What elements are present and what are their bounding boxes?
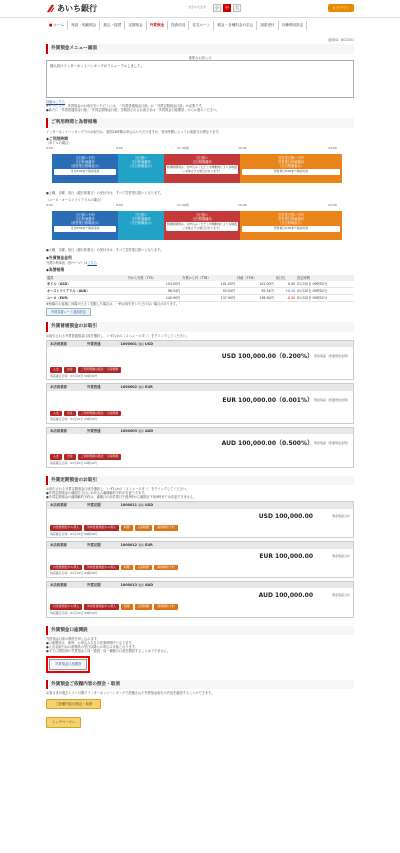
site-header [0,0,400,18]
usd-tick-4: 24:00 [328,146,337,151]
logout-button[interactable]: ログアウト [328,4,354,12]
eur-block-1: 当日扱い予約 当日仲値適用 （前営業日相場表示） 当日9:00まで取消可能 [52,211,118,240]
nav-home[interactable]: ■ホーム [46,21,68,30]
time-account-aud: 本店営業部 外貨定期 1000013 通貨 AUD AUD 100,000.00 預金残高合計 円普通預金から預入 外貨普通預金から預入 明細 定期明細 満期解約予約 残高確定日時：01月20日 09時30分 [46,581,354,618]
usd-block-4: 翌営業日扱い予約 翌営業日仲値適用 （当日相場表示） 翌営業日9:00まで取消可能 [240,154,342,183]
rate-note: ※相場のお客様に何場が大きく変動した場合は、一時お取引をいただけない場合があります。 [46,301,180,306]
nav-time-deposit[interactable]: 定期預金 [125,21,146,30]
eur-tick-0: 0:00 [46,203,53,208]
menu-note-1: ※サービスで、外貨預金のお取引をいただくには、「外貨普通預金口座」が「外貨定期預金口座」が必要です。 [46,103,205,108]
deposit-button[interactable]: 入金 [50,367,62,373]
fx-title: ◆為替相場 [46,267,65,273]
nav-foreign-deposit[interactable]: 外貨預金 [147,21,168,30]
font-size-large-button[interactable]: 大 [235,5,239,10]
usd-tick-1: 9:00 [116,146,123,151]
maturity-cancel-button[interactable]: 満期解約予約 [154,525,177,531]
statement-button[interactable]: 明細 [121,604,133,610]
eur-tick-2: 11:30頃 [177,203,189,208]
holiday-note-usd: ●土曜、日曜、祝日（銀行休業日）の受付分は、すべて翌営業日扱いとなります。 [46,191,164,196]
font-size-label: 文字の大きさ [188,5,207,9]
deposit-from-foreign-button[interactable]: 外貨普通預金から預入 [84,604,119,610]
fx-rate-header: 通貨 円から外貨（TTS） 外貨から円（TTB） 仲値（TTM） 前日比 設定時間 [46,275,354,281]
top-page-button[interactable]: トップページへ [46,717,81,727]
notice-text: 個人向けインターネットバンキングがリニューアルしました。 [50,63,145,68]
notice-heading: 重要なお知らせ [188,55,212,60]
ordinary-title: 外貨普通預金のお取引 [46,322,354,332]
table-row: ユーロ（EUR） 140.90円 137.90円 138.90円 -0.20 01月20日 09時52分 [46,294,354,301]
inquiry-title: 外貨預金ご依頼内容の照会・取消 [46,680,354,690]
statement-button[interactable]: 明細 [121,565,133,571]
time-detail-button[interactable]: 定期明細 [135,525,153,531]
nav-settings[interactable]: 各種利用設定 [279,21,308,30]
home-icon: ■ [49,23,53,27]
deposit-from-yen-button[interactable]: 円普通預金から預入 [50,525,82,531]
menu-note-2: ●新たに「外貨普通預金口座」「外貨定期預金口座」を開設されるお客さまは「外貨預金口座開設」からお進みください。 [46,107,220,112]
deposit-from-foreign-button[interactable]: 外貨普通預金から預入 [84,565,119,571]
notice-box [46,60,354,98]
usd-block-1: 当日扱い予約 当日仲値適用 （前営業日相場表示） 当日9:00まで取消可能 [52,154,118,183]
inquiry-button[interactable]: ご依頼内容の照会・取消 [46,699,101,709]
table-row: 米ドル（USD） 103.00円 101.00円 102.00円 0.00 01月20日 09時52分 [46,281,354,288]
rates-link[interactable]: こちら [87,261,97,266]
maturity-cancel-button[interactable]: 満期解約予約 [154,565,177,571]
balance-amount: USD 100,000.00（0.200%） [221,353,313,360]
nav-balance[interactable]: 残高・明細照会 [68,21,100,30]
withdraw-button[interactable]: 出金 [64,411,76,417]
history-button[interactable]: ご利用明細の照会・口座明細 [78,367,122,373]
withdraw-button[interactable]: 出金 [64,367,76,373]
usd-tick-0: 0:00 [46,146,53,151]
eur-block-2: 当日扱い 当日仲値適用 （当日相場表示） [118,211,164,240]
eur-label: （ユーロ・オーストラリアドルの場合） [46,198,104,203]
hours-desc: インターネットバンキングでのお取引は、原則24時間お申込みいただけますが、受付時間によってお取扱日が異なります。 [46,129,222,134]
rates-sub: 外貨の利率表（別ページ）は [46,261,88,266]
hours-subtitle: ◆ご利用時間 [46,135,68,141]
screen-id: 画面ID：BGC001 [328,38,354,42]
history-button[interactable]: ご利用明細の照会・口座明細 [78,411,122,417]
inquiry-desc: お客さまが過去１２ヶ月間でインターネットバンキングで依頼された外貨預金取引の内容を確認することができます。 [46,691,215,696]
nav-notifications[interactable]: 諸届受付 [257,21,278,30]
main-content [46,44,354,728]
fx-rate-table [46,275,354,302]
font-size-medium-button[interactable]: 中 [225,5,229,10]
eur-tick-3: 15:00 [238,203,247,208]
eur-block-4: 翌営業日扱い予約 翌営業日仲値適用 （当日相場表示） 翌営業日9:00まで取消可能 [240,211,342,240]
maturity-cancel-button[interactable]: 満期解約予約 [154,604,177,610]
detail-link[interactable]: 詳細はこちら [46,99,66,104]
open-account-button[interactable]: 外貨預金口座開設 [49,659,87,669]
eur-block-3: 当日扱い 当日相場適用 相場時間帯は、お申込み（ただし市場動向によりお取扱いを休止する場合があります） [164,211,240,240]
open-line-4: ●すでに開設済の外貨預金と同一通貨・同一種類の口座を開設することはできません。 [46,649,171,654]
open-account-highlight [46,656,90,672]
holiday-note-eur: ●土曜、日曜、祝日（銀行休業日）の受付分は、すべて翌営業日扱いとなります。 [46,248,164,253]
eur-tick-4: 24:00 [328,203,337,208]
menu-title: 外貨預金メニュー画面 [46,44,354,54]
time-deposit-desc: お取引される外貨定期預金口座を選択し、いずれかの［メニューボタン］をクリックしてください。 [46,487,190,492]
open-title: 外貨預金口座開設 [46,626,354,636]
balance-amount: USD 100,000.00 [258,512,313,520]
usd-block-3: 当日扱い 当日相場適用 相場時間帯は、お申込み（ただし市場動向によりお取扱いを休止する場合があります） [164,154,240,183]
deposit-from-yen-button[interactable]: 円普通預金から預入 [50,604,82,610]
global-nav [46,21,354,30]
time-deposit-note-2: ●外貨定期預金の満期解約予約は、満期日の前営業日午後3時から満期日午前9時までは変更できません。 [46,495,197,500]
hours-title: ご利用時間と為替相場 [46,118,354,128]
ordinary-account-eur: 本店営業部 外貨普通 1000002 通貨 EUR EUR 100,000.00（0.001%） 預金残高（普通預金金利） 入金 出金 ご利用明細の照会・口座明細 残高確定日時：01月20日 09時30分 [46,383,354,424]
time-deposit-title: 外貨定期預金のお取引 [46,476,354,486]
usd-timeline [46,147,354,189]
withdraw-button[interactable]: 出金 [64,454,76,460]
bank-name[interactable]: あいち銀行 [57,4,97,13]
statement-button[interactable]: 明細 [121,525,133,531]
time-deposit-note-1: ●外貨定期預金の満期日当日にお申込み満期解約予約が変更できます。 [46,491,148,496]
bank-logo-icon [46,4,55,13]
deposit-button[interactable]: 入金 [50,454,62,460]
time-account-eur: 本店営業部 外貨定期 1000012 通貨 EUR EUR 100,000.00 預金残高合計 円普通預金から預入 外貨普通預金から預入 明細 定期明細 満期解約予約 残高確定日時：01月20日 09時30分 [46,541,354,578]
open-line-1: 外貨預金口座の開設を申し込みます。 [46,637,100,642]
time-detail-button[interactable]: 定期明細 [135,604,153,610]
font-size-small-button[interactable]: 小 [215,5,219,10]
nav-transfer[interactable]: 振込・振替 [100,21,125,30]
nav-investment[interactable]: 投資信託 [168,21,189,30]
time-detail-button[interactable]: 定期明細 [135,565,153,571]
open-line-2: ●口座開設は、即時、お申込み当日の営業時間中となります。 [46,641,135,646]
usd-block-2: 当日扱い 当日仲値適用 （当日相場表示） [118,154,164,183]
time-account-usd: 本店営業部 外貨定期 1000011 通貨 USD USD 100,000.00 預金残高合計 円普通預金から預入 外貨普通預金から預入 明細 定期明細 満期解約予約 残高確定日時：01月20日 09時30分 [46,501,354,538]
balance-amount: EUR 100,000.00（0.001%） [222,396,313,404]
eur-timeline [46,204,354,246]
rates-title: ◆外貨預金金利 [46,255,72,261]
rate-notification-settings-button[interactable]: 外貨為替レート通知設定 [46,308,91,316]
balance-amount: EUR 100,000.00 [259,552,313,560]
usd-tick-3: 15:00 [238,146,247,151]
usd-tick-2: 11:30頃 [177,146,189,151]
deposit-from-yen-button[interactable]: 円普通預金から預入 [50,565,82,571]
deposit-from-foreign-button[interactable]: 外貨普通預金から預入 [84,525,119,531]
deposit-button[interactable]: 入金 [50,411,62,417]
open-line-3: ●入出金取引は口座開設の翌日以降にお申込み可能となります。 [46,645,138,650]
history-button[interactable]: ご利用明細の照会・口座明細 [78,454,122,460]
ordinary-desc: お取引される外貨普通預金口座を選択し、いずれかの［メニューボタン］をクリックしてください。 [46,333,190,338]
nav-tax-payment[interactable]: 税金・各種料金の払込 [214,21,257,30]
usd-label: （米ドルの場合） [46,141,72,146]
nav-housing-loan[interactable]: 住宅ローン [189,21,214,30]
table-row: オーストラリアドル（AUD） 98.04円 93.04円 95.54円 +0.10 01月20日 09時52分 [46,287,354,294]
ordinary-account-aud: 本店営業部 外貨普通 1000003 通貨 AUD AUD 100,000.00（0.500%） 預金残高（普通預金金利） 入金 出金 ご利用明細の照会・口座明細 残高確定日時：01月20日 09時30分 [46,427,354,468]
balance-amount: AUD 100,000.00（0.500%） [221,440,313,448]
balance-amount: AUD 100,000.00 [258,592,313,600]
eur-tick-1: 9:00 [116,203,123,208]
ordinary-account-usd: 本店営業部 外貨普通 1000001 通貨 USD USD 100,000.00（0.200%） 預金残高（普通預金金利） 入金 出金 ご利用明細の照会・口座明細 残高確定日時：01月20日 09時30分 [46,340,354,381]
